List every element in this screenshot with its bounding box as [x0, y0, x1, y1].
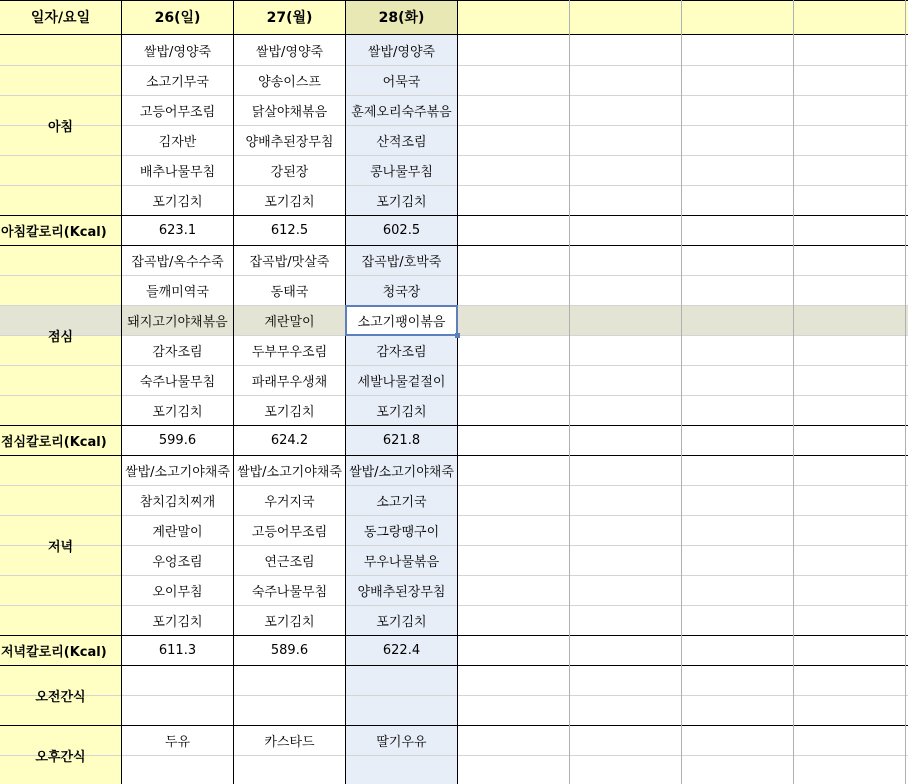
header-empty-2[interactable]	[570, 0, 681, 34]
header-day-26-label: 26(일)	[154, 10, 201, 26]
menu-cell[interactable]: 쌀밥/소고기야채죽	[125, 465, 230, 480]
calorie-value[interactable]: 621.8	[382, 433, 421, 448]
header-empty-1[interactable]	[458, 0, 569, 34]
menu-cell[interactable]: 양배추된장무침	[357, 585, 446, 600]
header-day-26[interactable]	[122, 0, 233, 34]
dinner-calorie-label[interactable]: 저녁칼로리(Kcal)	[1, 645, 107, 660]
meal-label-morning-snack[interactable]: 오전간식	[35, 690, 86, 705]
meal-label-afternoon-snack[interactable]: 오후간식	[35, 749, 86, 765]
lunch-calorie-label[interactable]: 점심칼로리(Kcal)	[1, 435, 107, 450]
menu-cell[interactable]: 쌀밥/영양죽	[143, 44, 212, 60]
menu-cell[interactable]: 계란말이	[152, 525, 203, 540]
menu-cell[interactable]: 무우나물볶음	[363, 555, 440, 570]
menu-cell[interactable]: 고등어무조림	[251, 525, 328, 540]
menu-cell[interactable]: 포기김치	[376, 615, 427, 630]
menu-cell[interactable]: 포기김치	[152, 195, 203, 210]
menu-cell[interactable]: 포기김치	[264, 195, 315, 210]
menu-cell[interactable]: 청국장	[382, 285, 421, 300]
calorie-value[interactable]: 622.4	[382, 643, 421, 658]
menu-cell[interactable]: 닭살야채볶음	[251, 105, 328, 120]
menu-cell[interactable]: 고등어무조림	[139, 105, 216, 120]
header-day-28-label: 28(화)	[378, 10, 425, 26]
menu-cell[interactable]: 동그랑땡구이	[363, 525, 440, 540]
menu-cell[interactable]: 콩나물무침	[370, 165, 433, 180]
menu-cell[interactable]: 잡곡밥/맛살죽	[249, 255, 330, 270]
header-empty-4[interactable]	[794, 0, 908, 34]
header-date-day[interactable]	[0, 0, 121, 34]
menu-cell[interactable]: 배추나물무침	[139, 165, 216, 180]
breakfast-calorie-label[interactable]: 아침칼로리(Kcal)	[1, 225, 107, 240]
calorie-value[interactable]: 599.6	[158, 433, 197, 448]
menu-cell[interactable]: 감자조림	[376, 345, 427, 360]
menu-cell[interactable]: 참치김치찌개	[139, 495, 216, 510]
calorie-value[interactable]: 624.2	[270, 433, 309, 448]
calorie-value[interactable]: 612.5	[270, 223, 309, 238]
menu-cell[interactable]: 강된장	[270, 165, 309, 180]
menu-cell[interactable]: 양배추된장무침	[245, 135, 334, 150]
header-empty-3[interactable]	[682, 0, 793, 34]
menu-cell[interactable]: 들깨미역국	[146, 285, 209, 300]
menu-cell[interactable]: 동태국	[270, 285, 309, 300]
header-day-27[interactable]	[234, 0, 345, 34]
menu-cell[interactable]: 숙주나물무침	[139, 375, 216, 390]
menu-cell[interactable]: 오이무침	[152, 585, 203, 600]
menu-cell[interactable]: 계란말이	[264, 315, 315, 330]
calorie-value[interactable]: 623.1	[158, 223, 197, 238]
menu-cell[interactable]: 소고기국	[376, 495, 427, 510]
menu-cell[interactable]: 잡곡밥/호박죽	[361, 255, 442, 270]
meal-label-dinner[interactable]: 저녁	[47, 540, 74, 555]
menu-cell[interactable]: 산적조림	[376, 135, 427, 150]
menu-cell[interactable]: 쌀밥/소고기야채죽	[237, 465, 342, 480]
menu-cell[interactable]: 쌀밥/영양죽	[367, 44, 436, 60]
menu-cell[interactable]: 딸기우유	[376, 735, 427, 750]
calorie-value[interactable]: 611.3	[158, 643, 197, 658]
menu-cell[interactable]: 돼지고기야채볶음	[127, 315, 228, 330]
meal-label-lunch[interactable]: 점심	[47, 330, 74, 345]
menu-cell[interactable]: 포기김치	[264, 405, 315, 420]
menu-cell[interactable]: 감자조림	[152, 345, 203, 360]
calorie-value[interactable]: 602.5	[382, 223, 421, 238]
menu-cell[interactable]: 포기김치	[376, 405, 427, 420]
menu-cell[interactable]: 두유	[164, 735, 191, 750]
menu-cell[interactable]: 잡곡밥/옥수수죽	[131, 255, 224, 270]
menu-cell[interactable]: 포기김치	[376, 195, 427, 210]
menu-cell[interactable]: 두부무우조림	[251, 345, 328, 360]
menu-cell[interactable]: 포기김치	[152, 615, 203, 630]
menu-cell[interactable]: 우엉조림	[152, 555, 203, 570]
menu-cell[interactable]: 포기김치	[264, 615, 315, 630]
menu-cell[interactable]: 숙주나물무침	[251, 585, 328, 600]
active-menu-cell[interactable]: 소고기팽이볶음	[346, 306, 457, 335]
menu-cell[interactable]: 김자반	[158, 135, 197, 150]
menu-cell[interactable]: 카스타드	[264, 735, 315, 750]
menu-cell[interactable]: 쌀밥/소고기야채죽	[349, 465, 454, 480]
menu-cell[interactable]: 양송이스프	[258, 75, 321, 90]
menu-cell[interactable]: 쌀밥/영양죽	[255, 44, 324, 60]
menu-cell[interactable]: 훈제오리숙주볶음	[351, 105, 452, 120]
calorie-value[interactable]: 589.6	[270, 643, 309, 658]
header-day-28[interactable]	[346, 0, 457, 34]
header-date-day-label: 일자/요일	[30, 10, 91, 26]
menu-cell[interactable]: 포기김치	[152, 405, 203, 420]
menu-cell[interactable]: 소고기무국	[146, 75, 209, 90]
menu-cell[interactable]: 우거지국	[264, 495, 315, 510]
menu-cell[interactable]: 파래무우생채	[251, 375, 328, 390]
menu-cell[interactable]: 연근조림	[264, 555, 315, 570]
menu-cell[interactable]: 어묵국	[382, 75, 421, 90]
meal-label-breakfast[interactable]: 아침	[47, 119, 74, 135]
fill-handle[interactable]	[455, 333, 460, 338]
menu-cell[interactable]: 세발나물겉절이	[357, 375, 446, 390]
header-day-27-label: 27(월)	[266, 10, 313, 26]
